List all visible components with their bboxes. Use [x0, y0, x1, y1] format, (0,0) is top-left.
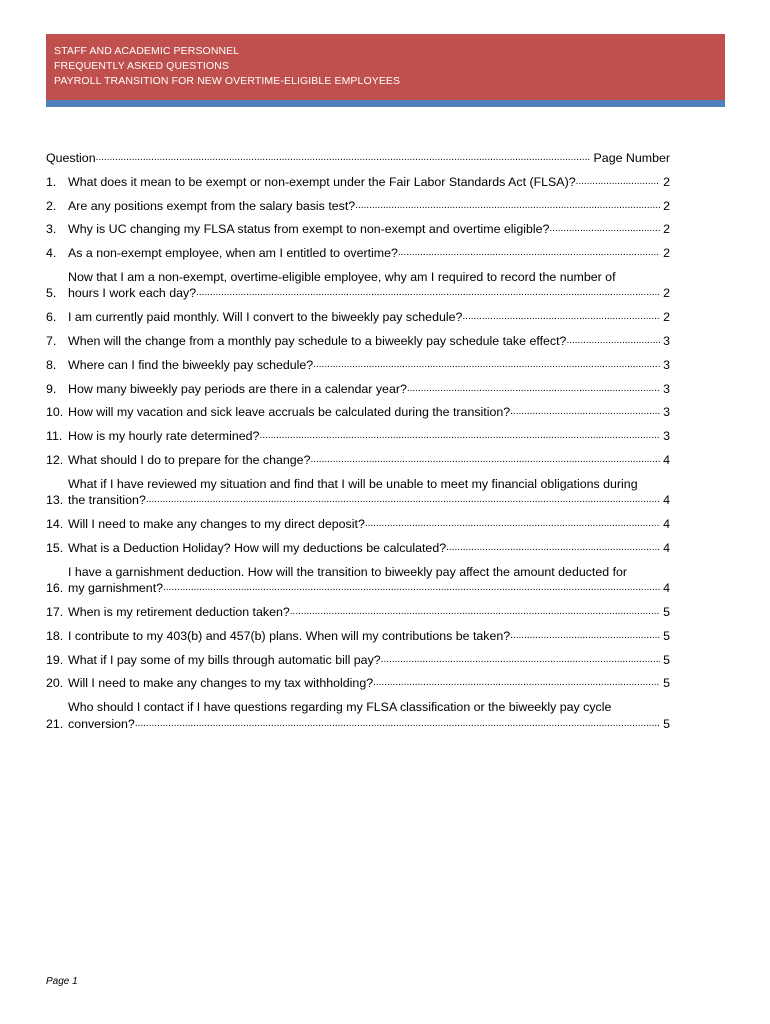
toc-entry-number: 18.	[46, 628, 64, 643]
toc-entry-number: 14.	[46, 517, 64, 532]
toc-entry-page: 4	[663, 493, 670, 508]
toc-entry-text: Why is UC changing my FLSA status from exempt to non-exempt and overtime eligible?	[68, 222, 550, 237]
dot-leader	[373, 675, 660, 692]
toc-entry-page: 2	[663, 222, 670, 237]
toc-entry-text: conversion?	[68, 716, 135, 731]
dot-leader	[365, 516, 660, 533]
toc-entry-text: How many biweekly pay periods are there in a calendar year?	[68, 381, 407, 396]
toc-entry-number: 19.	[46, 652, 64, 667]
dot-leader	[398, 245, 660, 262]
toc-entry[interactable]	[46, 428, 670, 445]
toc-entry-number: 12.	[46, 453, 64, 468]
header-line-3: PAYROLL TRANSITION FOR NEW OVERTIME-ELIGIBLE EMPLOYEES	[54, 75, 401, 87]
toc-entry-text: What if I have reviewed my situation and find that I will be unable to meet my financial obligations during	[68, 476, 638, 491]
toc-entry-text: What should I do to prepare for the change?	[68, 453, 311, 468]
toc-entry-text: Are any positions exempt from the salary basis test?	[68, 198, 356, 213]
toc-entry-page: 2	[663, 174, 670, 189]
toc-entry-page: 5	[663, 652, 670, 667]
toc-entry-text: I have a garnishment deduction. How will the transition to biweekly pay affect the amount deducted for	[68, 564, 628, 579]
toc-entry-page: 2	[663, 246, 670, 261]
toc-entry[interactable]	[46, 333, 670, 350]
toc-entry-page: 4	[663, 517, 670, 532]
header-line-1: STAFF AND ACADEMIC PERSONNEL	[54, 45, 240, 57]
dot-leader	[163, 580, 660, 597]
toc-header-row	[46, 150, 670, 167]
toc-entry-text: How is my hourly rate determined?	[68, 429, 260, 444]
dot-leader	[462, 309, 660, 326]
toc-entry[interactable]	[46, 221, 670, 238]
page-footer: Page 1	[46, 976, 78, 987]
toc-entry-number: 3.	[46, 222, 57, 237]
toc-entry-page: 5	[663, 628, 670, 643]
dot-leader	[407, 381, 660, 398]
dot-leader	[576, 174, 661, 191]
dot-leader	[510, 628, 660, 645]
toc-entry-page: 3	[663, 405, 670, 420]
toc-entry-text: I contribute to my 403(b) and 457(b) plans. When will my contributions be taken?	[68, 628, 511, 643]
toc-entry-page: 3	[663, 357, 670, 372]
dot-leader	[259, 428, 660, 445]
dot-leader	[196, 285, 660, 302]
toc-entry[interactable]	[46, 245, 670, 262]
dot-leader	[146, 492, 660, 509]
toc-entry-text: Now that I am a non-exempt, overtime-eligible employee, why am I required to record the number of	[68, 269, 616, 284]
toc-entry-text: I am currently paid monthly. Will I convert to the biweekly pay schedule?	[68, 310, 463, 325]
toc-entry-number: 11.	[46, 429, 63, 444]
toc-entry-page: 2	[663, 198, 670, 213]
toc-entry[interactable]	[46, 564, 670, 597]
toc-entry-text: What does it mean to be exempt or non-exempt under the Fair Labor Standards Act (FLSA)?	[68, 174, 576, 189]
toc-entry-number: 2.	[46, 198, 57, 213]
toc-entry-page: 4	[663, 540, 670, 555]
toc-entry[interactable]	[46, 604, 670, 621]
dot-leader	[446, 540, 660, 557]
toc-entry-text: How will my vacation and sick leave accruals be calculated during the transition?	[68, 405, 511, 420]
header-line-2: FREQUENTLY ASKED QUESTIONS	[54, 60, 229, 72]
toc-entry-number: 13.	[46, 493, 64, 508]
toc-entry-page: 2	[663, 310, 670, 325]
dot-leader	[135, 716, 660, 733]
toc-entry-number: 6.	[46, 310, 57, 325]
toc-entry-number: 7.	[46, 334, 57, 349]
toc-entry[interactable]	[46, 540, 670, 557]
toc-entry[interactable]	[46, 381, 670, 398]
toc-entry-number: 20.	[46, 676, 64, 691]
toc-entry-page: 5	[663, 716, 670, 731]
toc-entry-text: the transition?	[68, 493, 146, 508]
dot-leader	[310, 452, 660, 469]
toc-entry[interactable]	[46, 198, 670, 215]
toc-entry[interactable]	[46, 516, 670, 533]
toc-entry[interactable]	[46, 309, 670, 326]
toc-entry-text: As a non-exempt employee, when am I entitled to overtime?	[68, 246, 398, 261]
toc-entry-text: Where can I find the biweekly pay schedule?	[68, 357, 314, 372]
toc-entry[interactable]	[46, 452, 670, 469]
toc-entry-number: 8.	[46, 357, 57, 372]
toc-entry-page: 5	[663, 605, 670, 620]
toc-entry[interactable]	[46, 174, 670, 191]
toc-entry-text: When will the change from a monthly pay schedule to a biweekly pay schedule take effect?	[68, 334, 567, 349]
toc-entry-page: 5	[663, 676, 670, 691]
toc-entry-text: my garnishment?	[68, 581, 164, 596]
toc-entry-page: 4	[663, 453, 670, 468]
dot-leader	[96, 150, 591, 167]
dot-leader	[355, 198, 660, 215]
dot-leader	[549, 221, 660, 238]
toc-items	[46, 174, 670, 732]
toc-entry-text: Will I need to make any changes to my tax withholding?	[68, 676, 374, 691]
dot-leader	[510, 404, 660, 421]
toc-entry-text: What is a Deduction Holiday? How will my deductions be calculated?	[68, 540, 447, 555]
toc-entry-page: 4	[663, 581, 670, 596]
toc-entry-number: 9.	[46, 381, 57, 396]
toc-entry-number: 15.	[46, 540, 64, 555]
toc-entry-page: 3	[663, 429, 670, 444]
toc-entry-number: 17.	[46, 605, 64, 620]
toc-entry-number: 4.	[46, 246, 57, 261]
toc-entry[interactable]	[46, 357, 670, 374]
toc-entry-number: 10.	[46, 405, 64, 420]
toc-entry-number: 16.	[46, 581, 64, 596]
toc-entry[interactable]	[46, 675, 670, 692]
dot-leader	[313, 357, 660, 374]
toc-entry[interactable]	[46, 699, 670, 732]
toc-entry[interactable]	[46, 628, 670, 645]
toc-entry[interactable]	[46, 404, 670, 421]
toc-entry-page: 3	[663, 381, 670, 396]
toc-entry-number: 5.	[46, 286, 57, 301]
toc-entry-number: 1.	[46, 174, 57, 189]
toc-entry-page: 3	[663, 334, 670, 349]
toc-entry-text: Will I need to make any changes to my direct deposit?	[68, 517, 365, 532]
toc-entry-text: hours I work each day?	[68, 286, 197, 301]
toc-entry-number: 21.	[46, 716, 64, 731]
toc-entry[interactable]	[46, 652, 670, 669]
dot-leader	[290, 604, 660, 621]
toc-entry[interactable]	[46, 269, 670, 302]
header-banner	[46, 34, 725, 100]
toc-entry[interactable]	[46, 476, 670, 509]
header-stripe	[46, 100, 725, 107]
page-number-column-header: Page Number	[593, 151, 670, 165]
table-of-contents	[46, 150, 670, 740]
toc-entry-text: What if I pay some of my bills through automatic bill pay?	[68, 652, 381, 667]
toc-entry-text: Who should I contact if I have questions regarding my FLSA classification or the biweekly pay cycle	[68, 700, 612, 715]
question-column-header: Question	[46, 151, 96, 165]
dot-leader	[381, 652, 660, 669]
dot-leader	[566, 333, 660, 350]
toc-entry-page: 2	[663, 286, 670, 301]
toc-entry-text: When is my retirement deduction taken?	[68, 605, 290, 620]
